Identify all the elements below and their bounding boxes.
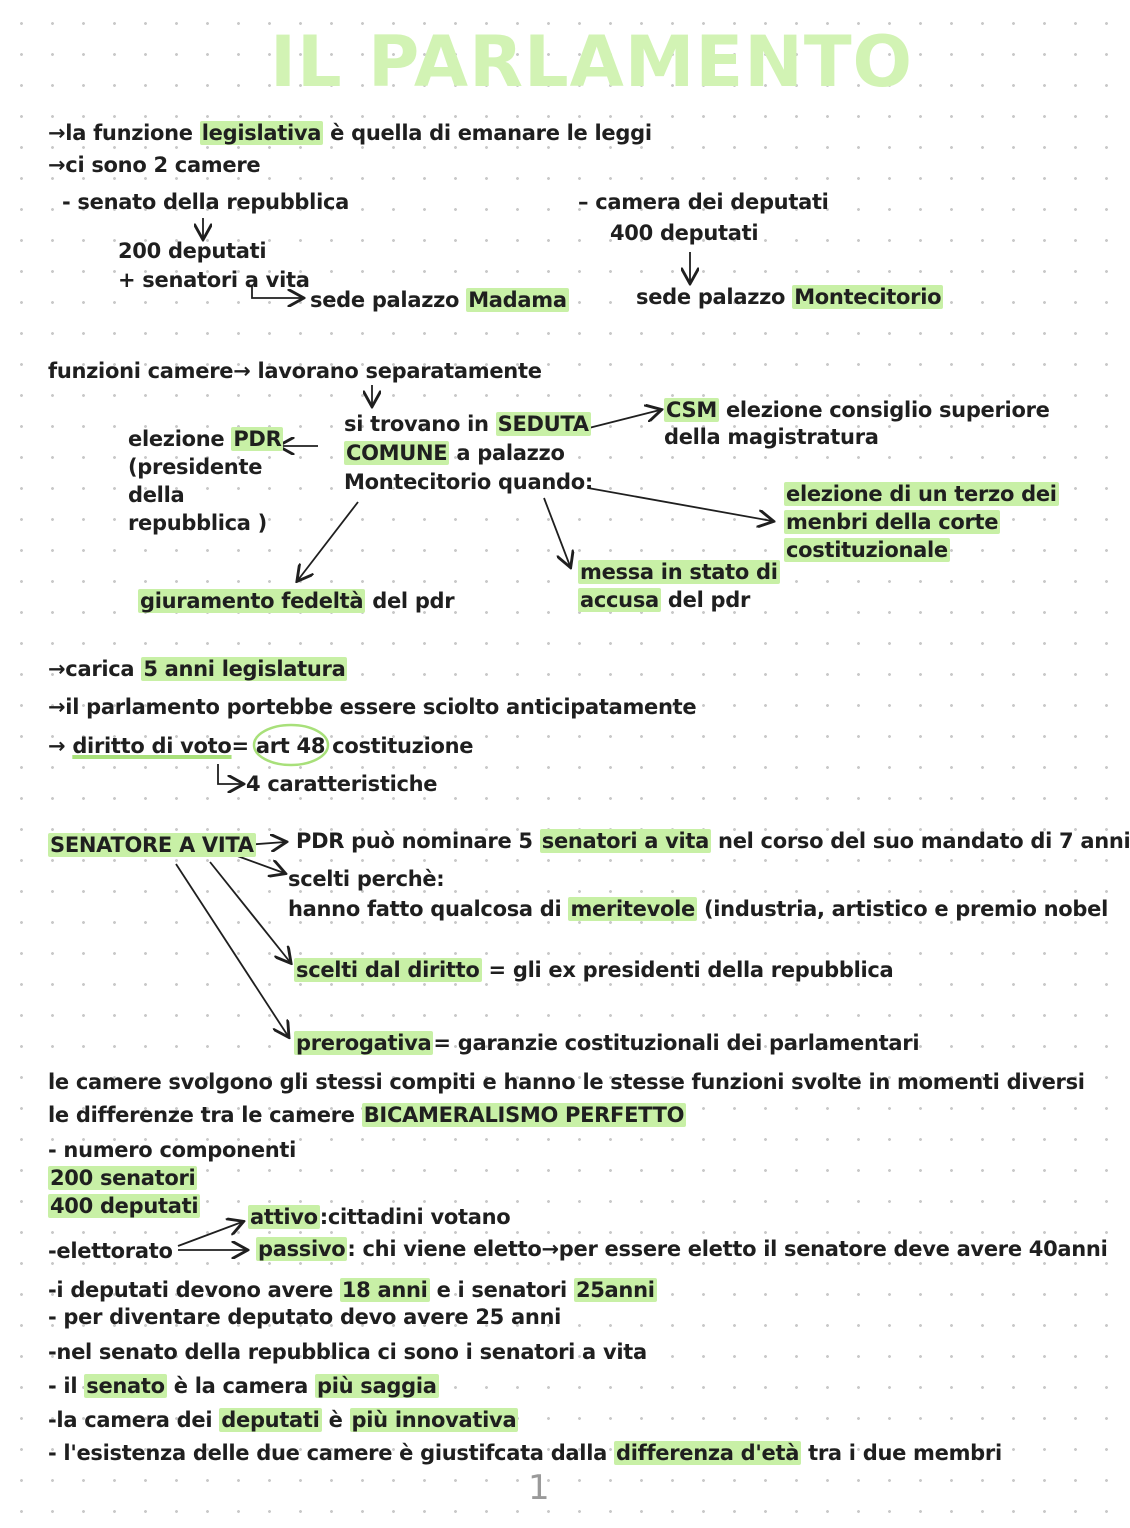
camera-heading: – camera dei deputati: [578, 190, 829, 214]
pdr-line-3: della: [128, 483, 185, 507]
pdr-line-1: elezione PDR: [128, 427, 282, 451]
seduta-line-1: si trovano in SEDUTA: [344, 412, 589, 436]
bottom-line-1: le camere svolgono gli stessi compiti e hanno le stesse funzioni svolte in momenti diversi: [48, 1070, 1085, 1094]
senatore-pdr: PDR può nominare 5 senatori a vita nel corso del suo mandato di 7 anni: [296, 829, 1130, 853]
senatore-scelti: scelti perchè:: [288, 867, 445, 891]
bottom-line-2: le differenze tra le camere BICAMERALISMO PERFETTO: [48, 1103, 685, 1127]
pdr-line-4: repubblica ): [128, 511, 267, 535]
senatore-heading: SENATORE A VITA: [50, 833, 254, 857]
sciolto-line: →il parlamento portebbe essere sciolto anticipatamente: [48, 695, 697, 719]
intro-line-2: →ci sono 2 camere: [48, 153, 261, 177]
pdr-line-2: (presidente: [128, 455, 263, 479]
page-title: IL PARLAMENTO: [270, 21, 914, 103]
bottom-line-3: - numero componenti: [48, 1138, 297, 1162]
senatore-diritto: scelti dal diritto = gli ex presidenti della repubblica: [296, 958, 894, 982]
camera-sede: sede palazzo Montecitorio: [636, 285, 942, 309]
arrow-giuramento: [298, 502, 358, 580]
senato-sede: sede palazzo Madama: [310, 288, 567, 312]
elettorato: -elettorato: [48, 1239, 173, 1263]
arrow-accusa: [544, 498, 570, 566]
bottom-line-4: 200 senatori: [50, 1166, 196, 1190]
corte-line-1: elezione di un terzo dei: [786, 482, 1057, 506]
accusa-line-1: messa in stato di: [580, 560, 778, 584]
caratteristiche: 4 caratteristiche: [246, 772, 438, 796]
seduta-line-2: COMUNE a palazzo: [346, 441, 565, 465]
arrow-corte: [588, 488, 772, 521]
eta-line: -i deputati devono avere 18 anni e i senatori 25anni: [48, 1278, 655, 1302]
bottom-line-10: -la camera dei deputati è più innovativa: [48, 1408, 517, 1432]
bottom-line-9: - il senato è la camera più saggia: [48, 1374, 437, 1398]
csm-line-1: CSM elezione consiglio superiore: [666, 398, 1050, 422]
corte-line-2: menbri della corte: [786, 510, 999, 534]
bottom-line-8: -nel senato della repubblica ci sono i senatori a vita: [48, 1340, 647, 1364]
arrow-sen-diritto: [210, 862, 290, 962]
arrow-attivo: [178, 1222, 242, 1246]
funzioni-heading: funzioni camere→ lavorano separatamente: [48, 359, 542, 383]
csm-line-2: della magistratura: [664, 425, 879, 449]
senato-heading: - senato della repubblica: [62, 190, 349, 214]
giuramento: giuramento fedeltà del pdr: [140, 589, 455, 613]
intro-line-1: →la funzione legislativa è quella di emanare le leggi: [48, 121, 652, 145]
bottom-line-5: 400 deputati: [50, 1194, 199, 1218]
passivo-line: passivo: chi viene eletto→per essere eletto il senatore deve avere 40anni: [258, 1237, 1108, 1261]
bottom-line-7: - per diventare deputato devo avere 25 anni: [48, 1305, 562, 1329]
seduta-line-3: Montecitorio quando:: [344, 470, 593, 494]
page-number: 1: [528, 1468, 550, 1508]
senatore-prerogativa: prerogativa= garanzie costituzionali dei parlamentari: [296, 1031, 920, 1055]
corte-line-3: costituzionale: [786, 538, 948, 562]
carica-line: →carica 5 anni legislatura: [48, 657, 346, 681]
attivo-line: attivo:cittadini votano: [250, 1205, 511, 1229]
camera-count: 400 deputati: [610, 221, 759, 245]
senato-count: 200 deputati: [118, 239, 267, 263]
arrow-caratteristiche: [218, 764, 242, 784]
voto-line: → diritto di voto= art 48 costituzione: [48, 734, 474, 758]
accusa-line-2: accusa del pdr: [580, 588, 751, 612]
senatore-merito: hanno fatto qualcosa di meritevole (industria, artistico e premio nobel: [288, 897, 1109, 921]
senato-extra: + senatori a vita: [118, 268, 310, 292]
bottom-line-11: - l'esistenza delle due camere è giustifcata dalla differenza d'età tra i due membri: [48, 1441, 1002, 1465]
